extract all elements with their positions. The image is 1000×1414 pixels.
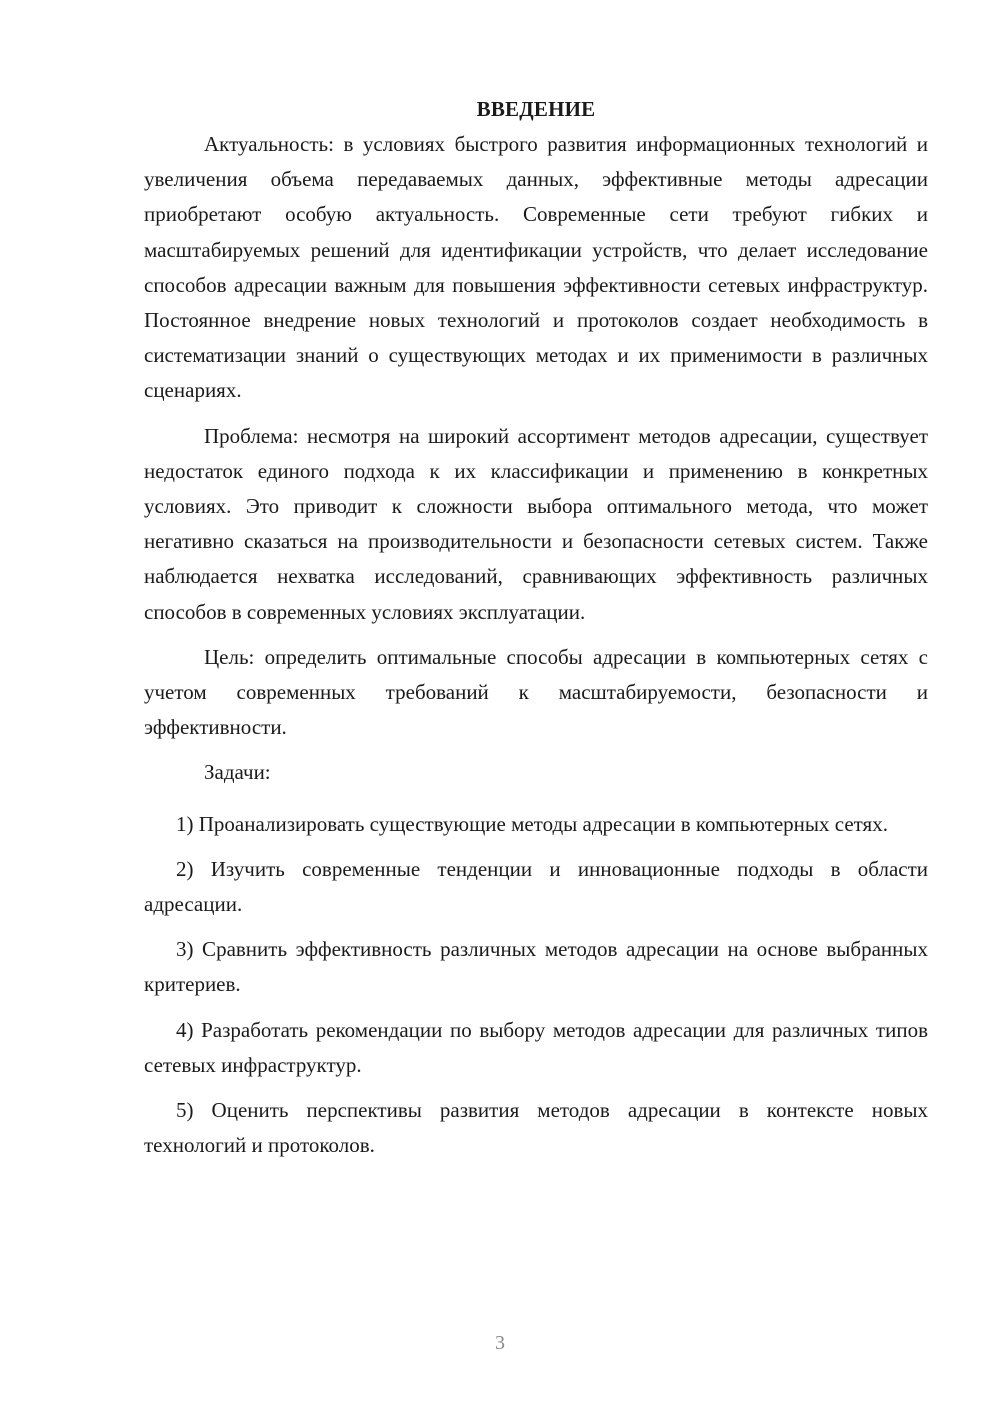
paragraph-goal: Цель: определить оптимальные способы адресации в компьютерных сетях с учетом современных требований к масштабируемости, безопасности и эффективности. <box>144 644 928 740</box>
task-item: 5) Оценить перспективы развития методов адресации в контексте новых технологий и протоколов. <box>144 1098 928 1158</box>
paragraph-relevance: Актуальность: в условиях быстрого развития информационных технологий и увеличения объема передаваемых данных, эффективные методы адресации приобретают особую актуальность. Современные сети требуют гибких и масштабируемых решений для идентификации устройств, что делает исследование способов адресации важным для повышения эффективности сетевых инфраструктур. Постоянное внедрение новых технологий и протоколов создает необходимость в систематизации знаний о существующих методах и их применимости в различных сценариях. <box>144 132 928 403</box>
task-item: 3) Сравнить эффективность различных методов адресации на основе выбранных критериев. <box>144 937 928 997</box>
section-title: ВВЕДЕНИЕ <box>476 97 596 121</box>
page-number: 3 <box>495 1332 505 1354</box>
tasks-label: Задачи: <box>204 760 271 785</box>
task-item: 2) Изучить современные тенденции и инновационные подходы в области адресации. <box>144 856 928 917</box>
task-item: 4) Разработать рекомендации по выбору методов адресации для различных типов сетевых инфраструктур. <box>144 1017 928 1077</box>
paragraph-problem: Проблема: несмотря на широкий ассортимент методов адресации, существует недостаток единого подхода к их классификации и применению в конкретных условиях. Это приводит к сложности выбора оптимального метода, что может негативно сказаться на производительности и безопасности сетевых систем. Также наблюдается нехватка исследований, сравнивающих эффективность различных способов в современных условиях эксплуатации. <box>144 423 928 624</box>
tasks-list <box>144 807 928 1164</box>
page-content <box>144 92 928 1163</box>
task-item: 1) Проанализировать существующие методы адресации в компьютерных сетях. <box>176 811 888 836</box>
